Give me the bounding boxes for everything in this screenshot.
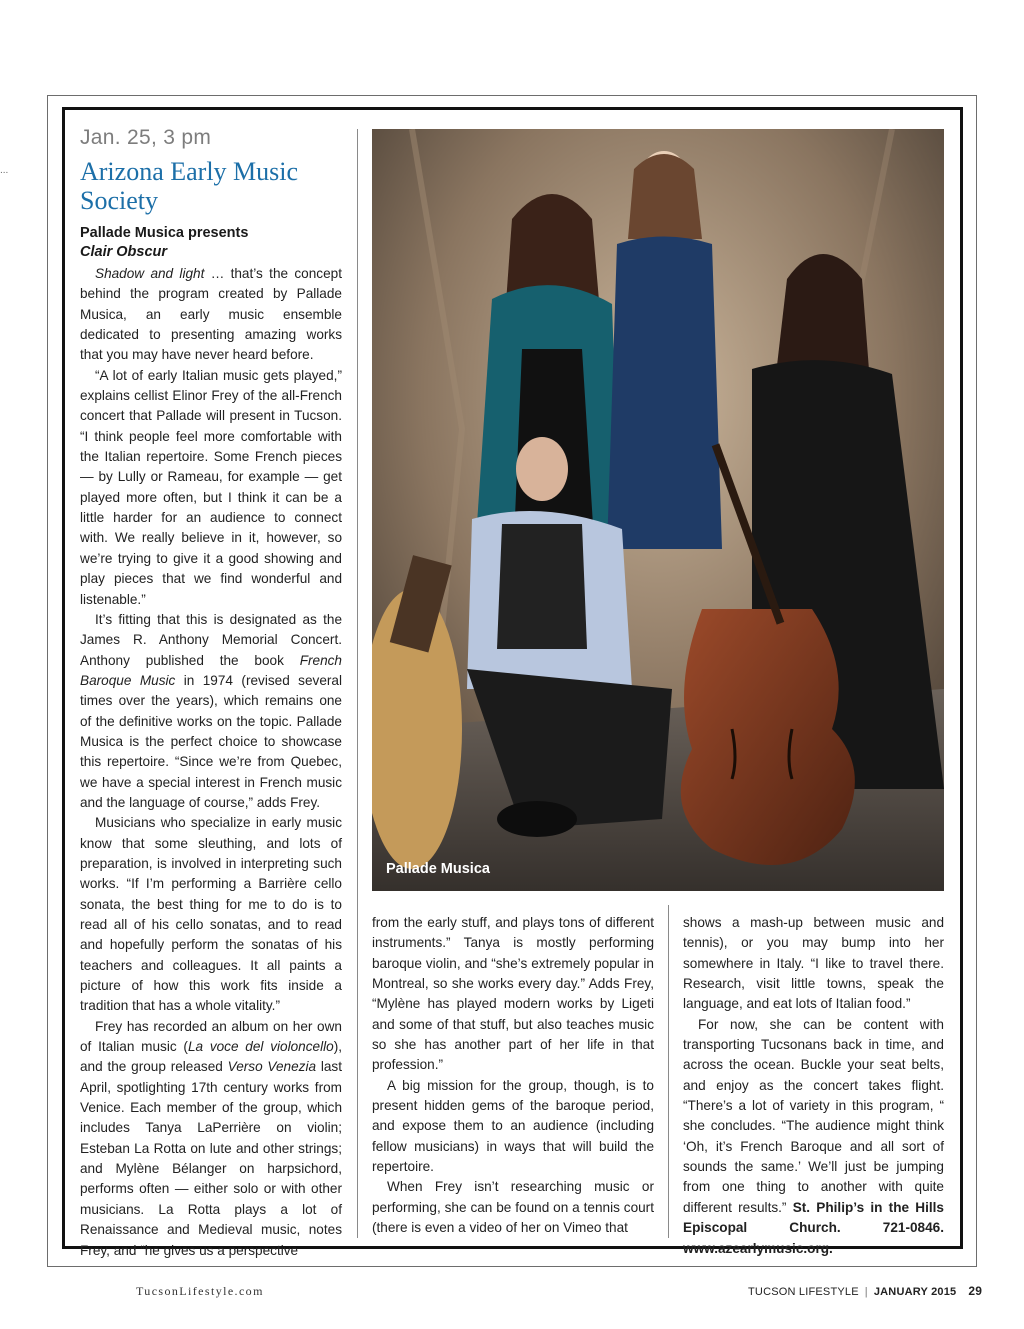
paragraph-text: in 1974 (revised several times over the years), which remains one of the definitive works on the topic. Pallade Musica is the perfect choice to showcase this repertoire. “Since we’re from Quebec, we have a special interest in French music and the language of course,” adds Frey. (80, 672, 343, 810)
ensemble-photo (372, 129, 944, 891)
paragraph-text: last April, spotlighting 17th century works from Venice. Each member of the group, which includes Tanya LaPerrière on violin; Esteban La Rotta on lute and other strings; and Mylène Bélanger on harpsichord, performs often — either solo or with other musicians. La Rotta plays a lot of Renaissance and Medieval music, notes Frey, and “he gives us a perspective (80, 1059, 343, 1258)
footer-magazine: TUCSON LIFESTYLE (748, 1286, 859, 1298)
footer-folio (748, 1284, 982, 1298)
venue-info: St. Philip’s in the Hills Episcopal Church. 721-0846. www.azearlymusic.org. (683, 1199, 944, 1256)
footer-issue: JANUARY 2015 (873, 1286, 957, 1298)
margin-mark: ... (0, 165, 9, 176)
paragraph: “A lot of early Italian music gets played,” explains cellist Elinor Frey of the all-French concert that Pallade will present in Tucson. “I think people feel more comfortable with the Italian repertoire. Some French pieces — by Lully or Rameau, for example — get played more often, but I think it can be a little harder for an audience to connect with. We really believe in it, however, so we’re trying to give it a good showing and play pieces that we find wonderful and listenable.” (80, 367, 342, 607)
paragraph: shows a mash-up between music and tennis), or you may bump into her somewhere in Italy. “I like to travel there. Research, visit little towns, speak the language, and eat lots of Italian food.” (683, 915, 944, 1012)
page-number: 29 (968, 1284, 983, 1298)
paragraph-text: For now, she can be content with transporting Tucsonans back in time, and across the ocean. Buckle your seat belts, and enjoy as the concert takes flight. “There’s a lot of variety in this program, “ she concludes. “The audience might think ‘Oh, it’s French Baroque and all sort of sounds the same.’ We’ll just be jumping from one thing to another with quite different results.” (683, 1016, 944, 1215)
article-column-3 (683, 913, 944, 1259)
program-title: Clair Obscur (80, 244, 168, 260)
italic-phrase: Shadow and light (95, 266, 205, 281)
footer-website: TucsonLifestyle.com (136, 1284, 264, 1298)
album-title: Verso Venezia (227, 1059, 317, 1075)
paragraph-text: ), and the group released (80, 1039, 342, 1075)
paragraph-text: It’s fitting that this is designated as the James R. Anthony Memorial Concert. Anthony published the book (80, 611, 342, 668)
paragraph (80, 610, 342, 813)
presenter-line: Pallade Musica presents (80, 225, 249, 241)
book-title: French Baroque Music (80, 652, 342, 688)
paragraph: A big mission for the group, though, is to present hidden gems of the baroque period, and expose them to an audience (including fellow musicians) in ways that will build the repertoire. (372, 1077, 654, 1175)
paragraph: When Frey isn’t researching music or performing, she can be found on a tennis court (there is even a video of her on Vimeo that (372, 1179, 654, 1236)
event-date: Jan. 25, 3 pm (80, 126, 212, 149)
paragraph (80, 1017, 342, 1261)
photo-illustration (372, 129, 944, 891)
paragraph: from the early stuff, and plays tons of different instruments.” Tanya is mostly performing baroque violin, and “she’s extremely popular in Montreal, so she works every day.” Adds Frey, “Mylène has played modern works by Ligeti and some of that stuff, but also teaches music so she has another part of her life in that profession.” (372, 915, 654, 1073)
paragraph (683, 1015, 944, 1259)
event-title: Arizona Early Music Society (80, 157, 299, 215)
album-title: La voce del violoncello (187, 1039, 334, 1055)
photo-caption: Pallade Musica (386, 861, 490, 877)
column-rule-1 (357, 129, 358, 1238)
article-column-2 (372, 913, 654, 1239)
column-rule-2 (668, 905, 669, 1238)
footer-separator: | (864, 1286, 868, 1298)
paragraph (80, 264, 342, 366)
paragraph-text: … that’s the concept behind the program created by Pallade Musica, an early music ensemble dedicated to presenting amazing works that you may have never heard before. (80, 266, 342, 363)
paragraph: Musicians who specialize in early music know that some sleuthing, and lots of preparation, is involved in interpreting such works. “If I’m performing a Barrière cello sonata, the best thing for me to do is to read all of his cello sonatas, and to read and hopefully perform the sonatas of his teachers and colleagues. It all paints a picture of how this work fits inside a tradition that has a whole vitality.” (80, 815, 342, 1014)
article-column-1 (80, 264, 342, 1261)
paragraph-text: Frey has recorded an album on her own of Italian music ( (80, 1018, 342, 1055)
